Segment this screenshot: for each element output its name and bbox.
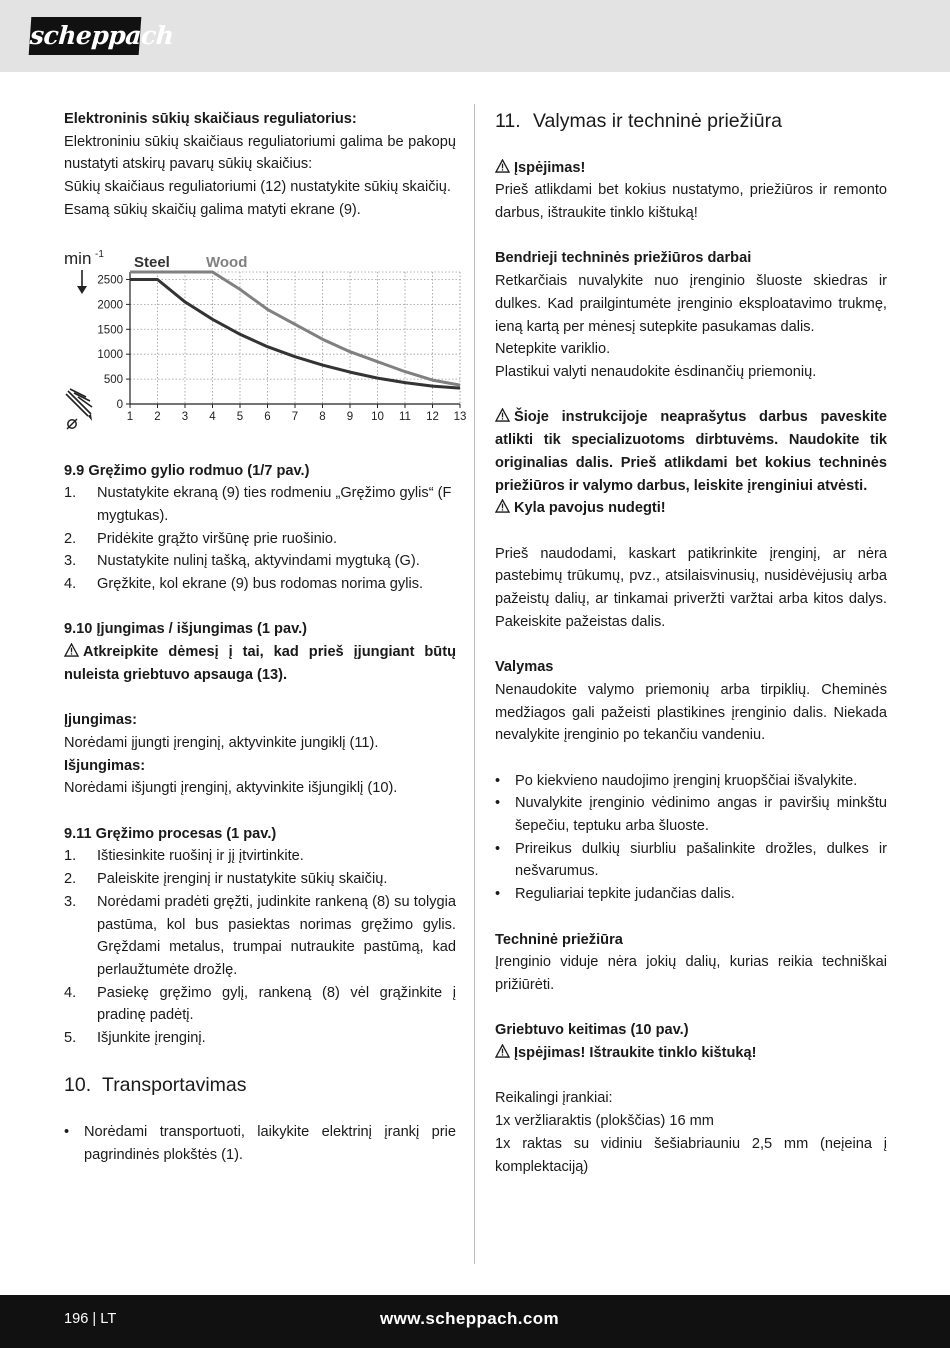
section-10-heading: 10. Transportavimas (64, 1074, 247, 1097)
check-text: Prieš naudodami, kaskart patikrinkite įrenginį, ar nėra pastebimų trūkumų, pvz., atsilaisvinusių, nusidėvėjusių arba pažeistų dalių, ar tinkamai priveržti varžtai arba kitos dalys. Pakeiskite pažeistas dalis. (495, 545, 887, 630)
y-tick-label: 1000 (97, 348, 123, 361)
y-tick-label: 2000 (97, 298, 123, 311)
list-item: 2. Pridėkite grąžto viršūnę prie ruošinio. (64, 530, 338, 547)
on-title: Įjungimas: (64, 712, 137, 729)
x-tick-label: 4 (209, 410, 216, 423)
y-tick-label: 0 (116, 398, 123, 411)
list-item: • Reguliariai tepkite judančias dalis. (495, 886, 735, 903)
off-title: Išjungimas: (64, 757, 146, 774)
speed-chart (64, 246, 484, 436)
list-item: • Po kiekvieno naudojimo įrenginį kruopščiai išvalykite. (495, 772, 858, 789)
right-column (495, 108, 887, 1178)
list-item: • Prireikus dulkių siurbliu pašalinkite drožles, dulkes ir nešvarumus. (495, 840, 887, 880)
warning-icon (495, 499, 510, 513)
list-item: 1. Nustatykite ekraną (9) ties rodmeniu „Gręžimo gylis“ (F mygtukas). (64, 485, 452, 524)
x-tick-label: 1 (126, 410, 134, 423)
list-item: • Nuvalykite įrenginio vėdinimo angas ir paviršių minkštu šepečiu, teptuku arba šluoste. (495, 795, 887, 834)
drill-bit-tip-icon (88, 414, 92, 421)
list-item: • Norėdami transportuoti, laikykite elektrinį įrankį prie pagrindinės plokštės (1). (64, 1124, 456, 1163)
list-item: 3. Norėdami pradėti gręžti, judinkite rankeną (8) su tolygia pastūma, kol bus pasiektas norimas gręžimo gylis. Gręždami metalus, trumpai nutraukite pastūmą, kad perlaužtumėte drožlę. (64, 893, 456, 978)
general-maintenance-title: Bendrieji techninės priežiūros darbai (495, 250, 752, 267)
maintenance-text: Įrenginio viduje nėra jokių dalių, kurias reikia techniškai prižiūrėti. (495, 954, 887, 993)
cleaning-bullets (495, 770, 887, 906)
header-bar (0, 0, 950, 72)
general-maintenance-text-3: Plastikui valyti nenaudokite ėsdinančių priemonių. (495, 364, 817, 380)
y-tick-label: 2500 (97, 273, 123, 286)
down-arrow-icon (77, 286, 87, 294)
speed-control-text-1: Elektroniniu sūkių skaičiaus reguliatoriumi galima be pakopų nustatyti atskirų pavarų sūkių skaičius: (64, 133, 456, 173)
warning-icon (495, 408, 510, 422)
general-maintenance-text-2: Netepkite variklio. (495, 341, 611, 358)
x-tick-label: 13 (453, 410, 467, 423)
footer-bar (0, 1295, 950, 1348)
list-item: 4. Pasiekę gręžimo gylį, rankeną (8) vėl grąžinkite į pradinę padėtį. (64, 984, 456, 1024)
section-9-11-steps (64, 845, 456, 1049)
x-tick-label: 7 (291, 410, 299, 423)
on-text: Norėdami įjungti įrenginį, aktyvinkite jungiklį (11). (64, 734, 379, 751)
section-9-11-title: 9.11 Gręžimo procesas (1 pav.) (64, 825, 277, 842)
cleaning-title: Valymas (495, 659, 554, 676)
website-link: www.scheppach.com (380, 1309, 560, 1328)
list-item: 1. Ištiesinkite ruošinį ir jį įtvirtinkite. (64, 848, 304, 865)
x-tick-label: 10 (371, 410, 384, 423)
list-item: 4. Gręžkite, kol ekrane (9) bus rodomas norima gylis. (64, 576, 424, 593)
list-item: 3. Nustatykite nulinį tašką, aktyvindami mygtuką (G). (64, 553, 420, 570)
page-number: 196 | LT (64, 1311, 117, 1327)
list-item: 5. Išjunkite įrenginį. (64, 1030, 206, 1047)
warning-3-text: Kyla pavojus nudegti! (495, 497, 887, 520)
x-tick-label: 6 (264, 410, 271, 423)
scheppach-logo: scheppach (29, 17, 142, 55)
y-tick-label: 1500 (97, 323, 123, 336)
list-item: 2. Paleiskite įrenginį ir nustatykite sūkių skaičių. (64, 871, 388, 888)
x-tick-label: 9 (346, 410, 354, 423)
tools-item-2: 1x raktas su vidiniu šešiabriauniu 2,5 mm (neįeina į komplektaciją) (495, 1135, 887, 1175)
off-text: Norėdami išjungti įrenginį, aktyvinkite išjungiklį (10). (64, 780, 398, 797)
section-9-9-title: 9.9 Gręžimo gylio rodmuo (1/7 pav.) (64, 462, 310, 479)
warning-icon (495, 1044, 510, 1058)
speed-control-text-2: Sūkių skaičiaus reguliatoriumi (12) nustatykite sūkių skaičių. (64, 179, 451, 196)
tools-title: Reikalingi įrankiai: (495, 1090, 613, 1107)
maintenance-title: Techninė priežiūra (495, 931, 623, 948)
y-axis-label: min (64, 248, 92, 268)
tools-item-1: 1x veržliaraktis (plokščias) 16 mm (495, 1113, 714, 1130)
x-tick-label: 11 (399, 410, 411, 423)
x-tick-label: 12 (426, 410, 439, 423)
y-tick-label: 500 (103, 373, 123, 386)
x-tick-label: 3 (181, 410, 189, 423)
general-maintenance-text-1: Retkarčiais nuvalykite nuo įrenginio šluoste skiedras ir dulkes. Kad prailgintumėte įrenginio eksploatavimo trukmę, ieną kartą per mėnesį sutepkite pasukamas dalis. (495, 273, 887, 335)
warning-icon (495, 159, 510, 173)
x-tick-label: 2 (154, 410, 161, 423)
x-tick-label: 8 (319, 410, 326, 423)
x-tick-label: 5 (236, 410, 244, 423)
chuck-change-warning: Įspėjimas! Ištraukite tinklo kištuką! (495, 1042, 887, 1065)
section-11-heading: 11. Valymas ir techninė priežiūra (495, 110, 782, 132)
legend-wood: Wood (206, 253, 248, 271)
speed-control-text-3: Esamą sūkių skaičių galima matyti ekrane (9). (64, 201, 361, 218)
speed-chart-svg (64, 246, 484, 436)
legend-steel: Steel (134, 253, 170, 271)
cleaning-text: Nenaudokite valymo priemonių arba tirpiklių. Cheminės medžiagos gali pažeisti plastikines įrenginio dalis. Niekada nevalykite įrenginio po tekančiu vandeniu. (495, 681, 887, 744)
y-axis-label-superscript: -1 (95, 248, 104, 260)
section-10-bullets (64, 1121, 456, 1166)
left-column (64, 108, 467, 1167)
section-9-10-title: 9.10 Įjungimas / išjungimas (1 pav.) (64, 621, 308, 638)
warning-1-text: Prieš atlikdami bet kokius nustatymo, priežiūros ir remonto darbus, ištraukite tinklo kištuką! (495, 182, 887, 222)
drill-bit-icon (66, 389, 92, 416)
warning-2-text: Šioje instrukcijoje neaprašytus darbus paveskite atlikti tik specializuotoms dirbtuvėms. Naudokite tik originalias dalis. Prieš atlikdami bet kokius techninės priežiūros ir valymo darbus, leiskite įrenginiui atvėsti. (495, 409, 887, 494)
warning-icon (64, 643, 79, 657)
warning-1-title: Įspėjimas! (495, 157, 887, 180)
speed-control-title: Elektroninis sūkių skaičiaus reguliatorius: (64, 111, 357, 127)
section-9-10-warning: Atkreipkite dėmesį į tai, kad prieš įjungiant būtų nuleista griebtuvo apsauga (13). (64, 644, 456, 683)
chuck-change-title: Griebtuvo keitimas (10 pav.) (495, 1022, 689, 1039)
section-9-9-steps (64, 482, 456, 596)
